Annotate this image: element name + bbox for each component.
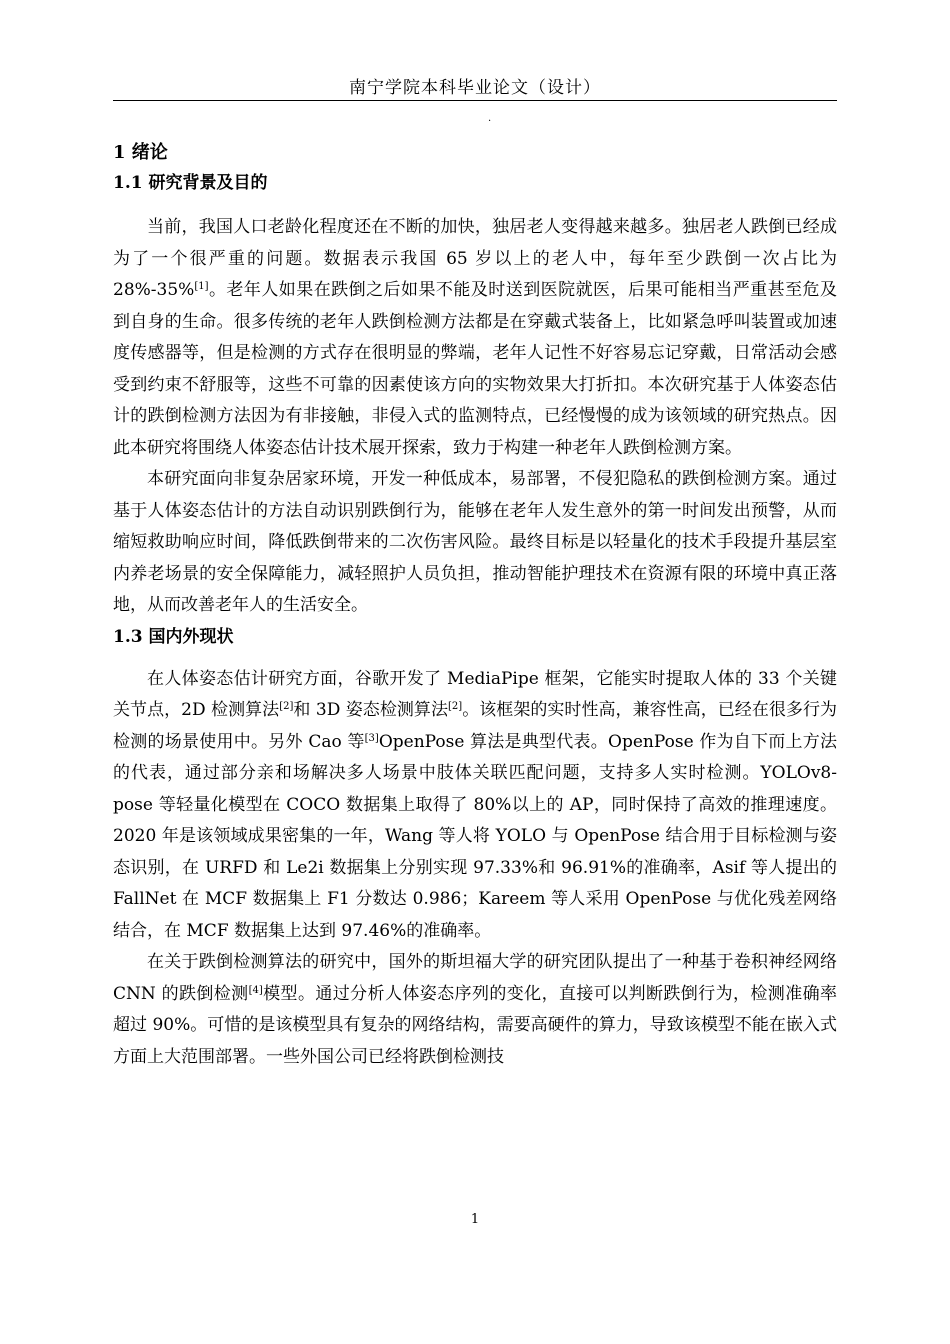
page-number: 1 [470,1212,480,1227]
paragraph-status-1 [113,664,837,948]
paragraph-text: 模型。通过分析人体姿态序列的变化，直接可以判断跌倒行为，检测准确率超过 90%。可惜的是该模型具有复杂的网络结构，需要高硬件的算力，导致该模型不能在嵌入式方面上大范围部署。一些外国公司已经将跌倒检测技 [113,983,837,1067]
paragraph-text: 。老年人如果在跌倒之后如果不能及时送到医院就医，后果可能相当严重甚至危及到自身的生命。很多传统的老年人跌倒检测方法都是在穿戴式装备上，比如紧急呼叫装置或加速度传感器等，但是检测的方式存在很明显的弊端，老年人记性不好容易忘记穿戴，日常活动会感受到约束不舒服等，这些不可靠的因素使该方向的实物效果大打折扣。本次研究基于人体姿态估计的跌倒检测方法因为有非接触，非侵入式的监测特点，已经慢慢的成为该领域的研究热点。因此本研究将围绕人体姿态估计技术展开探索，致力于构建一种老年人跌倒检测方案。 [113,280,837,458]
running-header: 南宁学院本科毕业论文（设计） [349,78,601,98]
paragraph-text: OpenPose 算法是典型代表。OpenPose 作为自下而上方法的代表，通过部分亲和场解决多人场景中肢体关联匹配问题，支持多人实时检测。YOLOv8-pose 等轻量化模型在 COCO 数据集上取得了 80%以上的 AP，同时保持了高效的推理速度。2020 年是该领域成果密集的一年，Wang 等人将 YOLO 与 OpenPose 结合用于目标检测与姿态识别，在 URFD 和 Le2i 数据集上分别实现 97.33%和 96.91%的准确率，Asif 等人提出的 FallNet 在 MCF 数据集上 F1 分数达 0.986；Kareem 等人采用 OpenPose 与优化残差网络结合，在 MCF 数据集上达到 97.46%的准确率。 [113,731,837,941]
paragraph-background-1 [113,212,837,464]
page-content [113,138,837,1073]
paragraph-text: 当前，我国人口老龄化程度还在不断的加快，独居老人变得越来越多。独居老人跌倒已经成为了一个很严重的问题。数据表示我国 65 岁以上的老人中，每年至少跌倒一次占比为 28%-35% [113,217,837,300]
citation-ref: [4] [248,984,263,996]
citation-ref: [2] [279,701,294,712]
header-rule [113,100,837,101]
citation-ref: [2] [448,701,463,712]
paragraph-background-2: 本研究面向非复杂居家环境，开发一种低成本，易部署，不侵犯隐私的跌倒检测方案。通过基于人体姿态估计的方法自动识别跌倒行为，能够在老年人发生意外的第一时间发出预警，从而缩短救助响应时间，降低跌倒带来的二次伤害风险。最终目标是以轻量化的技术手段提升基层室内养老场景的安全保障能力，减轻照护人员负担，推动智能护理技术在资源有限的环境中真正落地，从而改善老年人的生活安全。 [113,469,837,615]
section-heading-1-3: 1.3 国内外现状 [113,626,234,647]
paragraph-text: 在人体姿态估计研究方面，谷歌开发了 MediaPipe 框架，它能实时提取人体的 33 个关键关节点，2D 检测算法 [113,668,837,720]
chapter-heading: 1 绪论 [113,142,168,163]
citation-ref: [1] [194,281,209,292]
citation-ref: [3] [364,732,379,744]
paragraph-text: 。该框架的实时性高，兼容性高，已经在很多行为检测的场景使用中。另外 Cao 等 [113,700,837,752]
paragraph-text: 在关于跌倒检测算法的研究中，国外的斯坦福大学的研究团队提出了一种基于卷积神经网络 CNN 的跌倒检测 [113,952,837,1004]
paragraph-text: 和 3D 姿态检测算法 [293,700,448,720]
paragraph-status-2 [113,947,837,1073]
section-heading-1-1: 1.1 研究背景及目的 [113,173,268,193]
header-dot: . [488,113,492,124]
